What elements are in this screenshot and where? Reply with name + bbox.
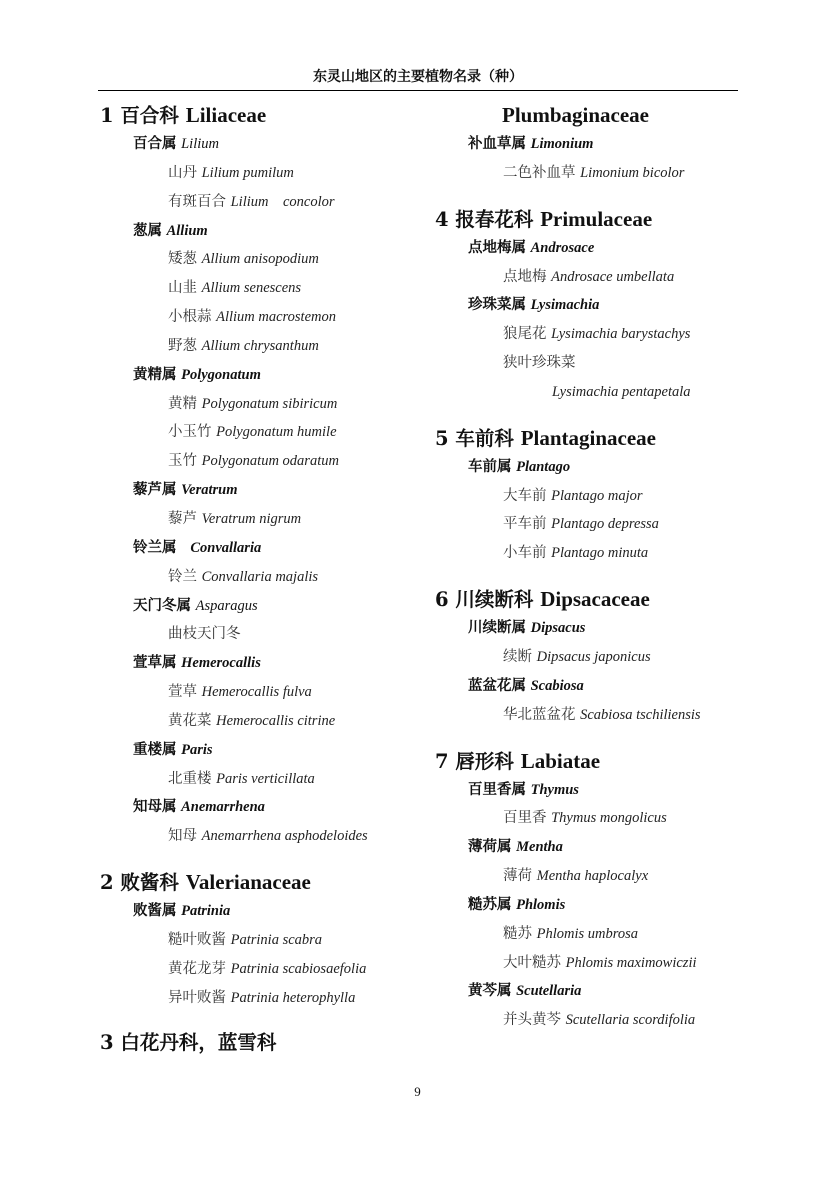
genus-entry: 蓝盆花属 Scabiosa [468,677,584,694]
species-entry: 二色补血草 Limonium bicolor [503,164,685,181]
family-heading-continued: Plumbaginaceae [502,103,649,127]
species-entry: 薄荷 Mentha haplocalyx [503,868,649,885]
species-entry: 大车前 Plantago major [503,487,643,504]
species-entry: 续断 Dipsacus japonicus [503,648,651,665]
family-heading: 1 百合科 Liliaceae [100,103,267,127]
species-entry: 点地梅 Androsace umbellata [503,268,675,285]
genus-entry: 车前属 Plantago [468,458,571,475]
section-gap [435,407,735,423]
family-heading: 7 唇形科 Labiatae [435,748,601,773]
species-entry: 狭叶珍珠菜 [503,355,576,372]
genus-entry: 点地梅属 Androsace [468,239,595,256]
genus-entry: 知母属 Anemarrhena [133,799,265,816]
species-entry: 野葱 Allium chrysanthum [168,337,319,354]
left-column [100,100,430,1058]
species-entry: 知母 Anemarrhena asphodeloides [168,828,368,845]
species-entry: 萱草 Hemerocallis fulva [168,684,312,701]
species-entry-continued: Lysimachia pentapetala [552,383,691,400]
genus-entry: 百里香属 Thymus [468,781,579,798]
species-entry: 黄花菜 Hemerocallis citrine [168,712,336,729]
species-entry: 小根蒜 Allium macrostemon [168,309,336,326]
family-heading: 5 车前科 Plantaginaceae [435,425,656,450]
species-entry: 平车前 Plantago depressa [503,516,659,533]
species-entry: 北重楼 Paris verticillata [168,770,315,787]
species-entry: 百里香 Thymus mongolicus [503,810,667,827]
species-entry: 异叶败酱 Patrinia heterophylla [168,989,356,1006]
species-entry: 糙叶败酱 Patrinia scabra [168,931,323,948]
species-entry: 黄精 Polygonatum sibiricum [168,395,338,412]
section-gap [100,1012,430,1028]
species-entry: 糙苏 Phlomis umbrosa [503,925,638,942]
genus-entry: 糙苏属 Phlomis [468,896,566,913]
species-entry: 华北蓝盆花 Scabiosa tschiliensis [503,706,701,723]
family-heading: 3 白花丹科，蓝雪科 [100,1031,277,1055]
genus-entry: 重楼属 Paris [133,741,213,758]
species-entry: 铃兰 Convallaria majalis [168,568,319,585]
genus-entry: 珍珠菜属 Lysimachia [468,297,600,314]
species-entry: 山丹 Lilium pumilum [168,164,294,181]
section-gap [435,188,735,204]
species-entry: 并头黄芩 Scutellaria scordifolia [503,1012,696,1029]
species-entry: 有斑百合 Lilium concolor [168,193,335,210]
page-header-title: 东灵山地区的主要植物名录（种） [313,69,523,85]
genus-entry: 薄荷属 Mentha [468,839,563,856]
species-entry: 藜芦 Veratrum nigrum [168,510,302,527]
family-heading: 4 报春花科 Primulaceae [435,206,653,231]
species-entry: 矮葱 Allium anisopodium [168,251,319,268]
species-entry: 狼尾花 Lysimachia barystachys [503,326,691,343]
page-number: 9 [414,1084,421,1099]
section-gap [435,568,735,584]
genus-entry: 天门冬属 Asparagus [133,597,258,614]
species-entry: 小车前 Plantago minuta [503,545,649,562]
family-heading: 2 败酱科 Valerianaceae [100,870,311,895]
right-column [435,100,735,1035]
genus-entry: 藜芦属 Veratrum [133,482,238,499]
genus-entry: 黄精属 Polygonatum [133,366,261,383]
genus-entry: 葱属 Allium [133,222,208,239]
genus-entry: 黄芩属 Scutellaria [468,983,582,1000]
genus-entry: 川续断属 Dipsacus [468,620,586,637]
genus-entry: 败酱属 Patrinia [133,903,231,920]
species-entry: 黄花龙芽 Patrinia scabiosaefolia [168,960,367,977]
section-gap [100,851,430,867]
species-entry: 小玉竹 Polygonatum humile [168,424,337,441]
species-entry: 玉竹 Polygonatum odaratum [168,453,339,470]
species-entry: 山韭 Allium senescens [168,280,302,297]
genus-entry: 铃兰属 Convallaria [133,539,262,556]
genus-entry: 萱草属 Hemerocallis [133,655,261,672]
species-entry: 曲枝天门冬 [168,626,241,643]
species-entry: 大叶糙苏 Phlomis maximowiczii [503,954,697,971]
genus-entry: 补血草属 Limonium [468,136,594,152]
genus-entry: 百合属 Lilium [133,136,219,152]
header-rule [98,90,738,91]
family-heading: 6 川续断科 Dipsacaceae [435,587,650,612]
section-gap [435,730,735,746]
